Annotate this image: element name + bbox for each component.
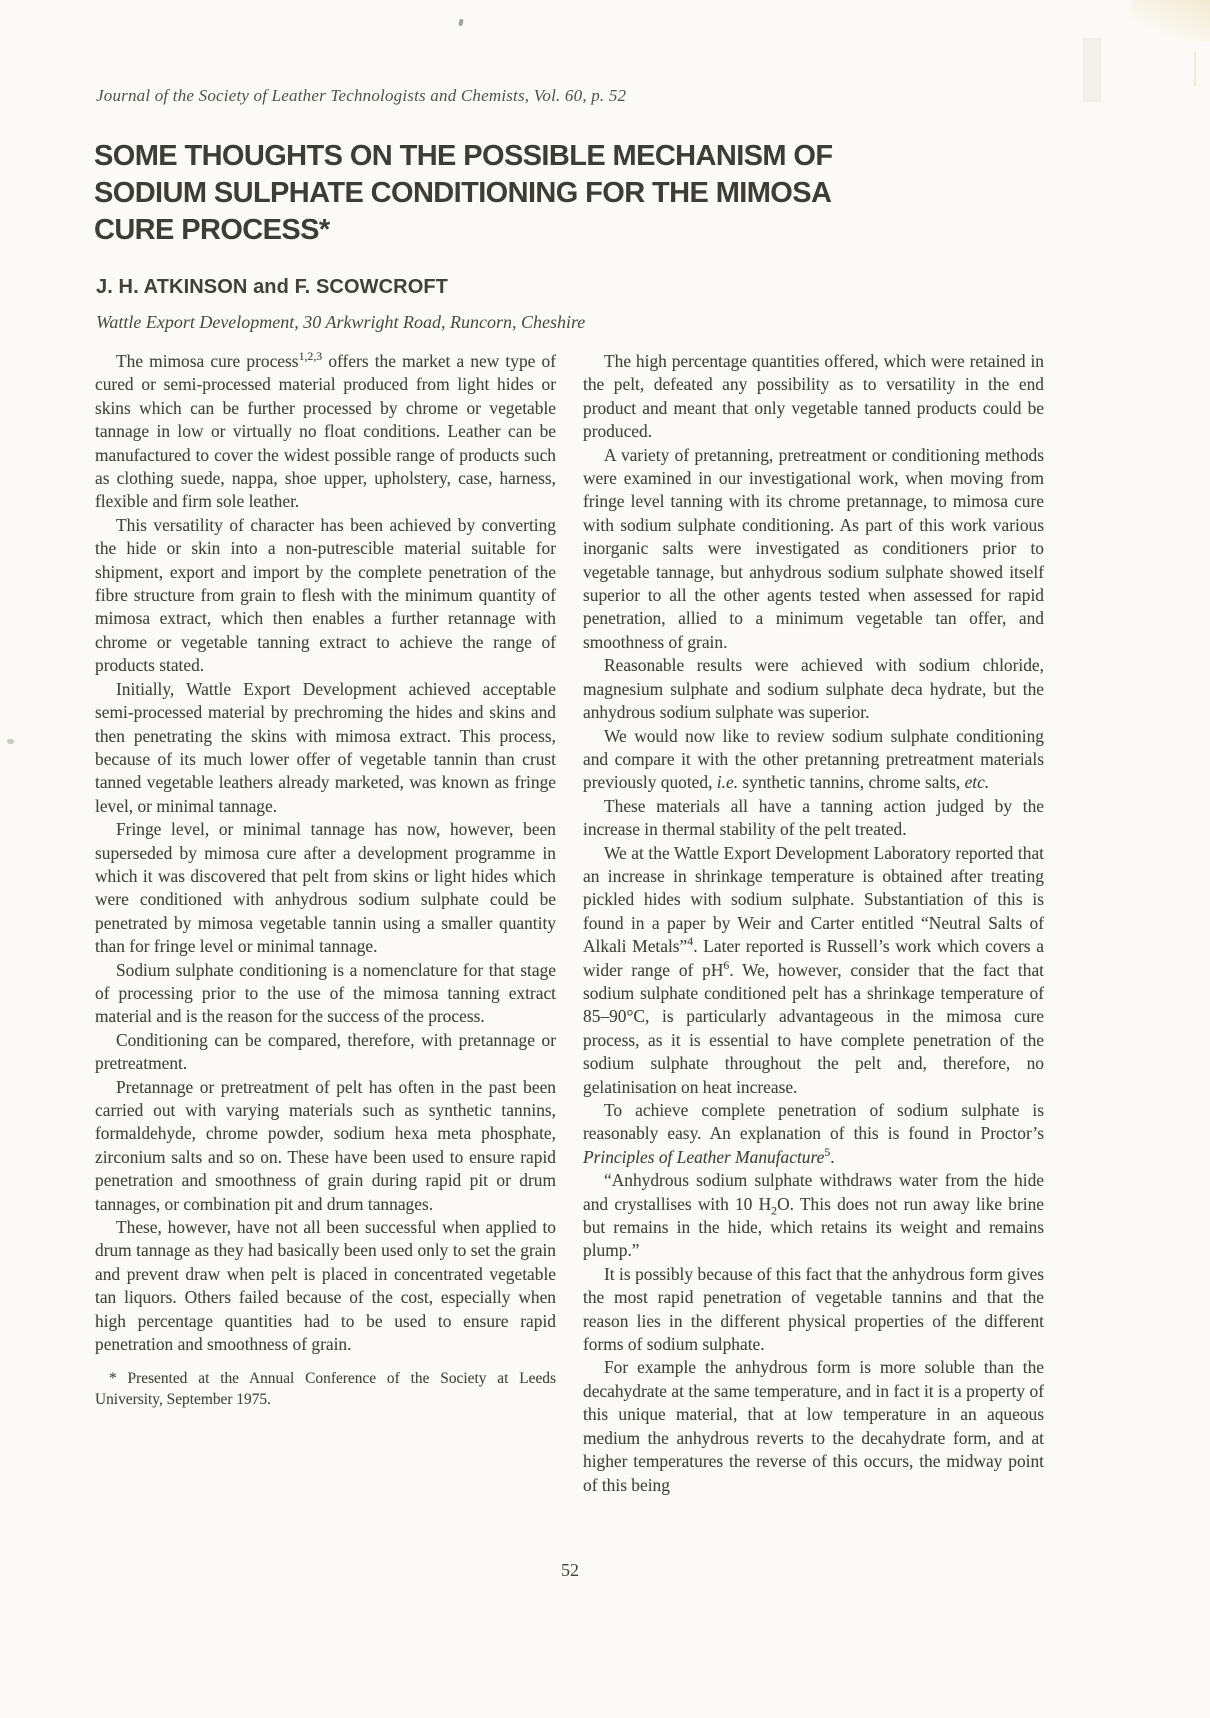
paragraph: This versatility of character has been achieved by converting the hide or skin into a non-putrescible material suitable for shipment, export and import by the complete penetration of the fibre structure from grain to flesh with the minimum quantity of mimosa extract, which then enables a further retannage with chrome or vegetable tanning extract to achieve the range of products stated. [95, 514, 556, 676]
paragraph: To achieve complete penetration of sodium sulphate is reasonably easy. An explanation of this is found in Proctor’s Principles of Leather Manufacture$^5$. [583, 1100, 1044, 1167]
paragraph: Pretannage or pretreatment of pelt has often in the past been carried out with varying materials such as synthetic tannins, formaldehyde, chrome powder, sodium hexa meta phosphate, zirconium salts and so on. These have been used to ensure rapid penetration and smoothness of grain during rapid pit or drum tannages, or combination pit and drum tannages. [95, 1076, 556, 1214]
right-column [583, 350, 1044, 1497]
paragraph: These materials all have a tanning action judged by the increase in thermal stability of the pelt treated. [583, 795, 1044, 840]
scan-corner-line [1194, 52, 1196, 86]
authors-line: J. H. ATKINSON and F. SCOWCROFT [96, 276, 448, 298]
scan-edge-bar [1083, 38, 1101, 102]
left-column [95, 350, 556, 1497]
scan-speck [7, 739, 14, 744]
title-line-2: SODIUM SULPHATE CONDITIONING FOR THE MIMOSA [94, 177, 832, 209]
title-line-3: CURE PROCESS* [94, 214, 330, 246]
scan-speck [458, 19, 464, 27]
paragraph: The mimosa cure process$^{1,2,3}$ offers the market a new type of cured or semi-processed material produced from light hides or skins which can be further processed by chrome or vegetable tannage in low or virtually no float conditions. Leather can be manufactured to cover the widest possible range of products such as clothing suede, nappa, shoe upper, upholstery, case, harness, flexible and firm sole leather. [95, 349, 556, 512]
paragraph: The high percentage quantities offered, which were retained in the pelt, defeated any possibility as to versatility in the end product and meant that only vegetable tanned products could be produced. [583, 351, 1044, 442]
paragraph: Fringe level, or minimal tannage has now, however, been superseded by mimosa cure after a development programme in which it was discovered that pelt from skins or light hides which were conditioned with anhydrous sodium sulphate could be penetrated by mimosa vegetable tannin using a smaller quantity than for fringe level or minimal tannage. [95, 819, 556, 957]
paragraph: Initially, Wattle Export Development achieved acceptable semi-processed material by prechroming the hides and skins and then penetrating the skins with mimosa extract. This process, because of its much lower offer of vegetable tannin than crust tanned vegetable leathers already marketed, was known as fringe level, or minimal tannage. [95, 678, 556, 816]
paragraph: Conditioning can be compared, therefore, with pretannage or pretreatment. [95, 1029, 556, 1074]
paragraph: We at the Wattle Export Development Laboratory reported that an increase in shrinkage temperature is obtained after treating pickled hides with sodium sulphate. Substantiation of this is found in a paper by Weir and Carter entitled “Neutral Salts of Alkali Metals”$^4$. Later reported is Russell’s work which covers a wider range of $pH^6$. We, however, consider that the fact that sodium sulphate conditioned pelt has a shrinkage temperature of 85–90°C, is particularly advantageous in the mimosa cure process, as it is essential to have complete penetration of the sodium sulphate throughout the pelt and, therefore, no gelatinisation on heat increase. [583, 842, 1044, 1097]
paragraph: We would now like to review sodium sulphate conditioning and compare it with the other pretanning pretreatment materials previously quoted, i.e. synthetic tannins, chrome salts, etc. [583, 725, 1044, 793]
paragraph: “Anhydrous sodium sulphate withdraws water from the hide and crystallises with 10 $H_2O$. This does not run away like brine but remains in the hide, which retains its weight and remains plump.” [583, 1170, 1044, 1261]
paragraph: Reasonable results were achieved with sodium chloride, magnesium sulphate and sodium sulphate deca hydrate, but the anhydrous sodium sulphate was superior. [583, 655, 1044, 723]
footnote: * Presented at the Annual Conference of the Society at Leeds University, September 1975. [95, 1370, 556, 1408]
scan-corner-tint [1132, 0, 1210, 42]
paragraph: For example the anhydrous form is more soluble than the decahydrate at the same temperature, and in fact it is a property of this unique material, that at low temperature in an aqueous medium the anhydrous reverts to the decahydrate form, and at higher temperatures the reverse of this occurs, the midway point of this being [583, 1357, 1044, 1495]
paragraph: A variety of pretanning, pretreatment or conditioning methods were examined in our investigational work, when moving from fringe level tanning with its chrome pretannage, to mimosa cure with sodium sulphate conditioning. As part of this work various inorganic salts were investigated as conditioners prior to vegetable tannage, but anhydrous sodium sulphate showed itself superior to all the other agents tested when assessed for rapid penetration, allied to a minimum vegetable tan offer, and smoothness of grain. [583, 444, 1044, 652]
affiliation-line: Wattle Export Development, 30 Arkwright Road, Runcorn, Cheshire [96, 312, 586, 332]
journal-header-line: Journal of the Society of Leather Technologists and Chemists, Vol. 60, p. 52 [96, 86, 627, 105]
paragraph: Sodium sulphate conditioning is a nomenclature for that stage of processing prior to the use of the mimosa tanning extract material and is the reason for the success of the process. [95, 959, 556, 1027]
article-body [95, 350, 1045, 1497]
paragraph: It is possibly because of this fact that the anhydrous form gives the most rapid penetration of vegetable tannins and that the reason lies in the different physical properties of the different forms of sodium sulphate. [583, 1263, 1044, 1355]
article-title [94, 138, 994, 249]
page-number: 52 [561, 1560, 579, 1580]
paragraph: These, however, have not all been successful when applied to drum tannage as they had basically been used only to set the grain and prevent draw when pelt is placed in concentrated vegetable tan liquors. Others failed because of the cost, especially when high percentage quantities had to be used to ensure rapid penetration and smoothness of grain. [95, 1217, 556, 1355]
title-line-1: SOME THOUGHTS ON THE POSSIBLE MECHANISM OF [94, 140, 833, 172]
